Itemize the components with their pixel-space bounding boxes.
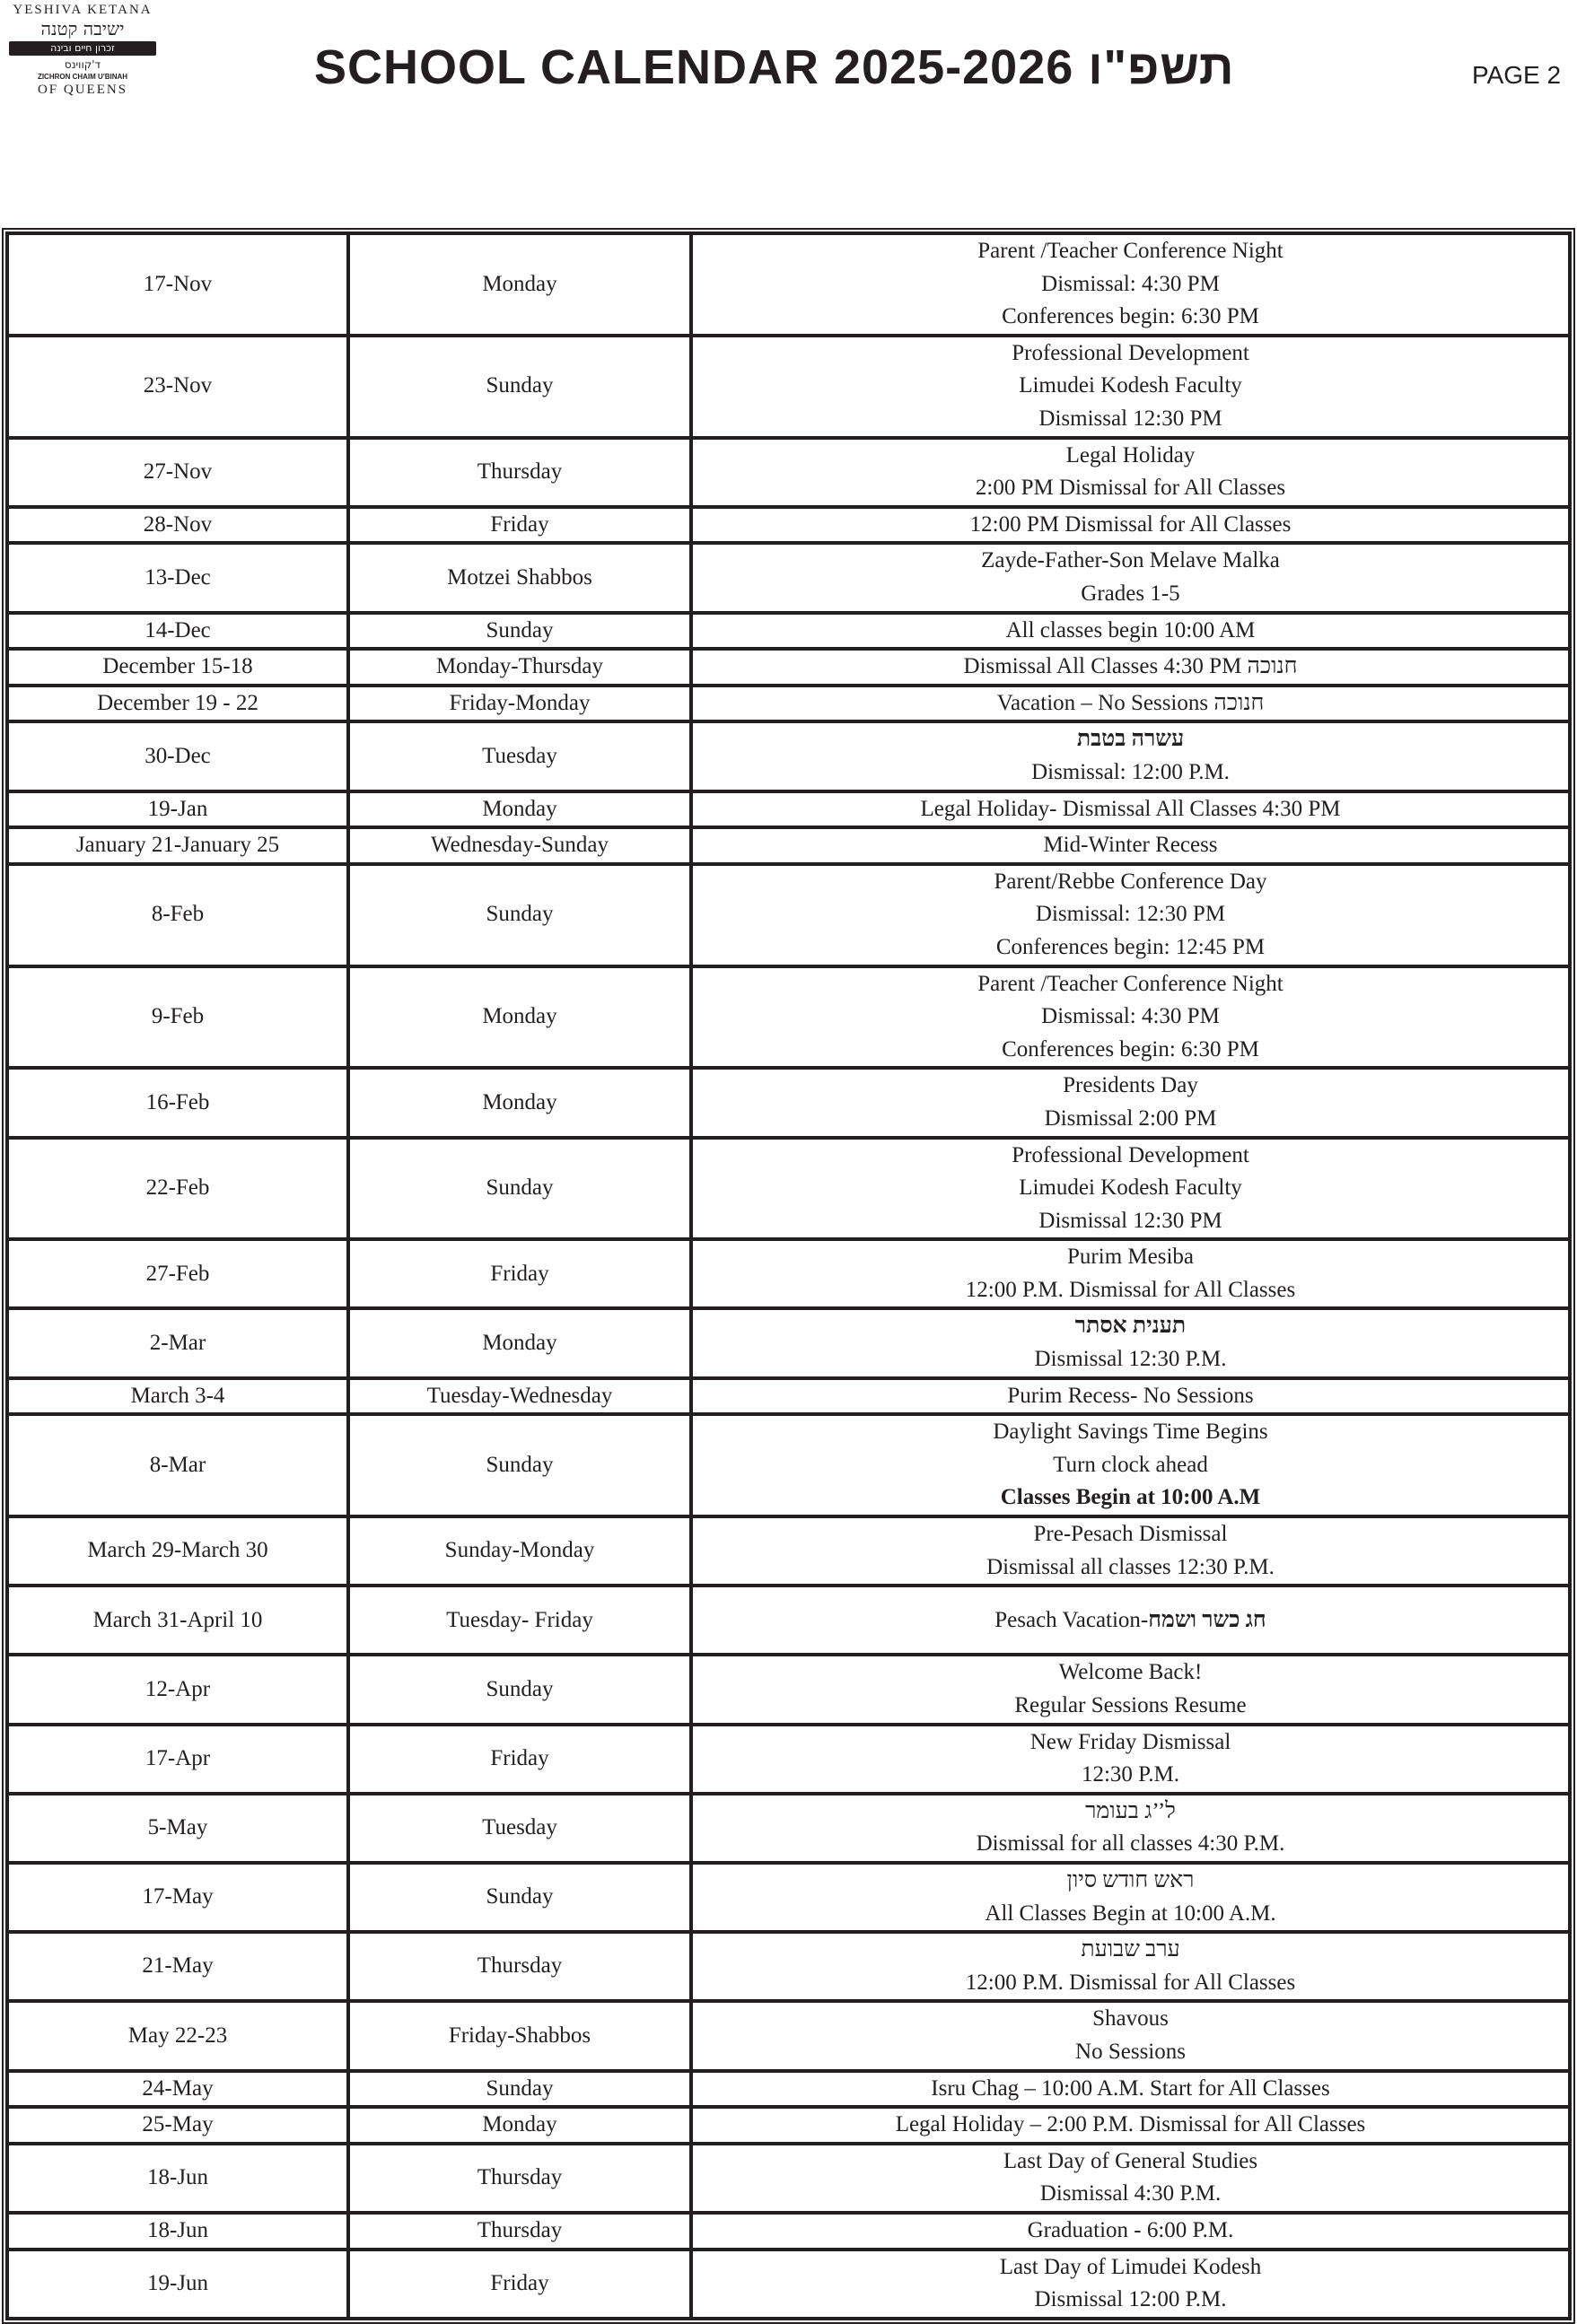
date-cell: 22-Feb [7, 1138, 348, 1240]
event-cell [691, 966, 1570, 1069]
logo-hebrew-location: ד'קווינס [64, 58, 101, 71]
event-line: Pre-Pesach Dismissal [1033, 1522, 1228, 1547]
page-title: SCHOOL CALENDAR 2025-2026 תשפ"ו [314, 40, 1235, 94]
table-row [7, 2144, 1570, 2213]
date-cell: 19-Jun [7, 2250, 348, 2319]
event-line: Conferences begin: 6:30 PM [1002, 304, 1259, 329]
event-line: Conferences begin: 6:30 PM [1002, 1036, 1259, 1062]
date-cell: March 3-4 [7, 1378, 348, 1415]
day-cell: Monday [348, 233, 691, 336]
day-cell: Monday [348, 1308, 691, 1377]
event-line: Mid-Winter Recess [1043, 833, 1218, 858]
school-logo [4, 2, 162, 98]
day-cell: Sunday [348, 1863, 691, 1932]
event-cell [691, 2001, 1570, 2070]
table-row [7, 1794, 1570, 1863]
day-cell: Thursday [348, 2144, 691, 2213]
event-line: Daylight Savings Time Begins [993, 1420, 1268, 1445]
event-line: Professional Development [1012, 340, 1249, 365]
table-row [7, 2001, 1570, 2070]
date-cell: 18-Jun [7, 2144, 348, 2213]
event-line: Limudei Kodesh Faculty [1019, 373, 1242, 398]
event-line: Dismissal: 12:30 PM [1035, 902, 1226, 927]
event-line: Isru Chag – 10:00 A.M. Start for All Classes [931, 2075, 1330, 2101]
event-line: Dismissal 4:30 P.M. [1039, 2181, 1222, 2206]
day-cell: Friday-Shabbos [348, 2001, 691, 2070]
event-line: Dismissal 2:00 PM [1044, 1105, 1217, 1131]
event-line: Legal Holiday [1065, 442, 1196, 467]
table-row [7, 827, 1570, 864]
day-cell: Tuesday- Friday [348, 1586, 691, 1655]
day-cell: Sunday [348, 2071, 691, 2108]
date-cell: 19-Jan [7, 791, 348, 828]
table-row [7, 1068, 1570, 1137]
date-cell: 24-May [7, 2071, 348, 2108]
date-cell: 12-Apr [7, 1655, 348, 1724]
day-cell: Tuesday [348, 1794, 691, 1863]
table-row [7, 2107, 1570, 2144]
event-line: Legal Holiday – 2:00 P.M. Dismissal for All Classes [895, 2112, 1366, 2137]
event-cell [691, 1068, 1570, 1137]
event-line: ערב שבועת [1081, 1937, 1180, 1962]
event-cell [691, 2144, 1570, 2213]
event-line: 12:00 PM Dismissal for All Classes [969, 511, 1292, 537]
date-cell: 5-May [7, 1794, 348, 1863]
event-cell [691, 2213, 1570, 2250]
event-cell [691, 1932, 1570, 2001]
date-cell: 21-May [7, 1932, 348, 2001]
event-line: 12:30 P.M. [1081, 1762, 1180, 1787]
event-line: 2:00 PM Dismissal for All Classes [975, 476, 1286, 501]
day-cell: Thursday [348, 1932, 691, 2001]
event-line: Dismissal 12:30 PM [1038, 406, 1222, 431]
event-text-segment: חג כשר ושמח [1148, 1607, 1266, 1632]
event-line: Parent /Teacher Conference Night [977, 239, 1284, 263]
event-line: Limudei Kodesh Faculty [1019, 1175, 1242, 1201]
table-row [7, 2213, 1570, 2250]
table-row [7, 507, 1570, 544]
date-cell: 2-Mar [7, 1308, 348, 1377]
event-cell [691, 827, 1570, 864]
date-cell: 30-Dec [7, 721, 348, 791]
date-cell: 16-Feb [7, 1068, 348, 1137]
day-cell: Sunday [348, 1655, 691, 1724]
event-line: Last Day of General Studies [1003, 2148, 1258, 2173]
day-cell: Sunday [348, 864, 691, 966]
day-cell: Sunday-Monday [348, 1516, 691, 1586]
logo-top-text: YESHIVA KETANA [13, 3, 153, 17]
date-cell: May 22-23 [7, 2001, 348, 2070]
page-number: PAGE 2 [1472, 61, 1562, 89]
date-cell: March 29-March 30 [7, 1516, 348, 1586]
day-cell: Friday [348, 2250, 691, 2319]
event-cell [691, 1655, 1570, 1724]
day-cell: Friday [348, 507, 691, 544]
event-line: Dismissal 12:30 PM [1038, 1208, 1222, 1233]
day-cell: Motzei Shabbos [348, 543, 691, 612]
event-cell [691, 1239, 1570, 1308]
event-line: 12:00 P.M. Dismissal for All Classes [965, 1970, 1296, 1995]
table-row [7, 2071, 1570, 2108]
date-cell: 17-Nov [7, 233, 348, 336]
event-line: Legal Holiday- Dismissal All Classes 4:30 PM [920, 796, 1341, 821]
event-line [697, 1604, 1564, 1638]
table-row [7, 721, 1570, 791]
event-line: All Classes Begin at 10:00 A.M. [985, 1900, 1276, 1926]
date-cell: December 15-18 [7, 649, 348, 686]
event-line: Turn clock ahead [1053, 1452, 1208, 1477]
table-row [7, 686, 1570, 722]
event-line: תענית אסתר [1074, 1314, 1187, 1339]
day-cell: Wednesday-Sunday [348, 827, 691, 864]
event-line: Purim Recess- No Sessions [1007, 1383, 1254, 1408]
event-cell [691, 1794, 1570, 1863]
event-cell [691, 438, 1570, 507]
event-line: Regular Sessions Resume [1014, 1693, 1247, 1718]
day-cell: Monday [348, 1068, 691, 1137]
date-cell: 27-Nov [7, 438, 348, 507]
event-cell [691, 233, 1570, 336]
date-cell: 17-Apr [7, 1725, 348, 1794]
date-cell: March 31-April 10 [7, 1586, 348, 1655]
event-cell [691, 613, 1570, 650]
table-row [7, 1516, 1570, 1586]
event-line: Parent/Rebbe Conference Day [994, 869, 1267, 894]
logo-bottom-text: OF QUEENS [37, 83, 128, 97]
event-line: Conferences begin: 12:45 PM [995, 934, 1266, 959]
event-cell [691, 686, 1570, 722]
event-cell [691, 1414, 1570, 1516]
event-line: Parent /Teacher Conference Night [977, 971, 1284, 996]
event-cell [691, 1863, 1570, 1932]
event-line: All classes begin 10:00 AM [1005, 617, 1256, 642]
event-line: Zayde-Father-Son Melave Malka [981, 548, 1280, 573]
event-line: עשרה בטבת [1076, 727, 1185, 752]
event-line: Dismissal: 12:00 P.M. [1031, 759, 1230, 784]
day-cell: Monday [348, 2107, 691, 2144]
event-cell [691, 1308, 1570, 1377]
event-cell [691, 1725, 1570, 1794]
date-cell: 9-Feb [7, 966, 348, 1069]
date-cell: 13-Dec [7, 543, 348, 612]
day-cell: Tuesday [348, 721, 691, 791]
event-line: Dismissal: 4:30 PM [1041, 1004, 1220, 1029]
logo-hebrew-name: ישיבה קטנה [40, 18, 125, 39]
event-line: Welcome Back! [1058, 1660, 1203, 1685]
event-cell [691, 2107, 1570, 2144]
table-row [7, 1725, 1570, 1794]
table-row [7, 1239, 1570, 1308]
event-text-segment: Pesach Vacation- [994, 1607, 1149, 1632]
event-cell [691, 2071, 1570, 2108]
date-cell: 23-Nov [7, 336, 348, 438]
day-cell: Monday-Thursday [348, 649, 691, 686]
event-line: 12:00 P.M. Dismissal for All Classes [965, 1277, 1296, 1302]
table-row [7, 1863, 1570, 1932]
event-line: Grades 1-5 [1081, 581, 1180, 606]
day-cell: Sunday [348, 1414, 691, 1516]
event-cell [691, 1586, 1570, 1655]
table-row [7, 1586, 1570, 1655]
event-cell [691, 864, 1570, 966]
event-line: Shavous [1092, 2006, 1169, 2031]
date-cell: 8-Feb [7, 864, 348, 966]
event-line: Graduation - 6:00 P.M. [1027, 2217, 1234, 2242]
calendar-table [2, 228, 1575, 2324]
table-row [7, 1932, 1570, 2001]
event-cell [691, 507, 1570, 544]
day-cell: Thursday [348, 438, 691, 507]
table-row [7, 1655, 1570, 1724]
event-cell [691, 1378, 1570, 1415]
date-cell: 14-Dec [7, 613, 348, 650]
table-row [7, 966, 1570, 1069]
table-row [7, 2250, 1570, 2319]
event-line: No Sessions [1075, 2039, 1186, 2064]
table-row [7, 543, 1570, 612]
event-cell [691, 721, 1570, 791]
event-line: Professional Development [1012, 1142, 1249, 1167]
date-cell: 8-Mar [7, 1414, 348, 1516]
day-cell: Friday-Monday [348, 686, 691, 722]
day-cell: Monday [348, 966, 691, 1069]
table-row [7, 649, 1570, 686]
logo-banner: זכרון חיים ובינה [9, 41, 156, 56]
date-cell: December 19 - 22 [7, 686, 348, 722]
table-row [7, 864, 1570, 966]
table-row [7, 1378, 1570, 1415]
date-cell: 27-Feb [7, 1239, 348, 1308]
event-line: ראש חודש סיון [1066, 1868, 1195, 1892]
event-line: Last Day of Limudei Kodesh [999, 2254, 1262, 2279]
table-row [7, 1138, 1570, 1240]
event-cell [691, 1516, 1570, 1586]
day-cell: Thursday [348, 2213, 691, 2250]
calendar-rows [7, 233, 1570, 2319]
event-line: Dismissal for all classes 4:30 P.M. [976, 1831, 1285, 1857]
event-line: Purim Mesiba [1067, 1245, 1194, 1270]
day-cell: Sunday [348, 1138, 691, 1240]
date-cell: January 21-January 25 [7, 827, 348, 864]
date-cell: 17-May [7, 1863, 348, 1932]
event-line: Dismissal: 4:30 PM [1041, 271, 1220, 296]
event-line: Dismissal All Classes 4:30 PM חנוכה [963, 654, 1298, 679]
day-cell: Tuesday-Wednesday [348, 1378, 691, 1415]
date-cell: 25-May [7, 2107, 348, 2144]
event-line: Dismissal all classes 12:30 P.M. [986, 1554, 1275, 1579]
event-cell [691, 791, 1570, 828]
event-cell [691, 2250, 1570, 2319]
table-row [7, 438, 1570, 507]
date-cell: 18-Jun [7, 2213, 348, 2250]
day-cell: Sunday [348, 336, 691, 438]
event-line: Classes Begin at 10:00 A.M [1000, 1485, 1261, 1510]
event-cell [691, 543, 1570, 612]
day-cell: Monday [348, 791, 691, 828]
day-cell: Sunday [348, 613, 691, 650]
table-row [7, 233, 1570, 336]
day-cell: Friday [348, 1725, 691, 1794]
event-line: Presidents Day [1063, 1073, 1198, 1098]
day-cell: Friday [348, 1239, 691, 1308]
event-line: Dismissal 12:30 P.M. [1034, 1347, 1227, 1372]
event-cell [691, 1138, 1570, 1240]
event-cell [691, 336, 1570, 438]
logo-subtitle: ZICHRON CHAIM U'BINAH [37, 73, 128, 81]
event-cell [691, 649, 1570, 686]
event-line: Dismissal 12:00 P.M. [1034, 2287, 1227, 2312]
event-line: New Friday Dismissal [1029, 1729, 1231, 1754]
table-row [7, 1414, 1570, 1516]
event-line: Vacation – No Sessions חנוכה [996, 690, 1265, 715]
table-row [7, 791, 1570, 828]
event-line: ל’’ג בעומר [1085, 1798, 1176, 1823]
date-cell: 28-Nov [7, 507, 348, 544]
table-row [7, 336, 1570, 438]
table-row [7, 613, 1570, 650]
table-row [7, 1308, 1570, 1377]
